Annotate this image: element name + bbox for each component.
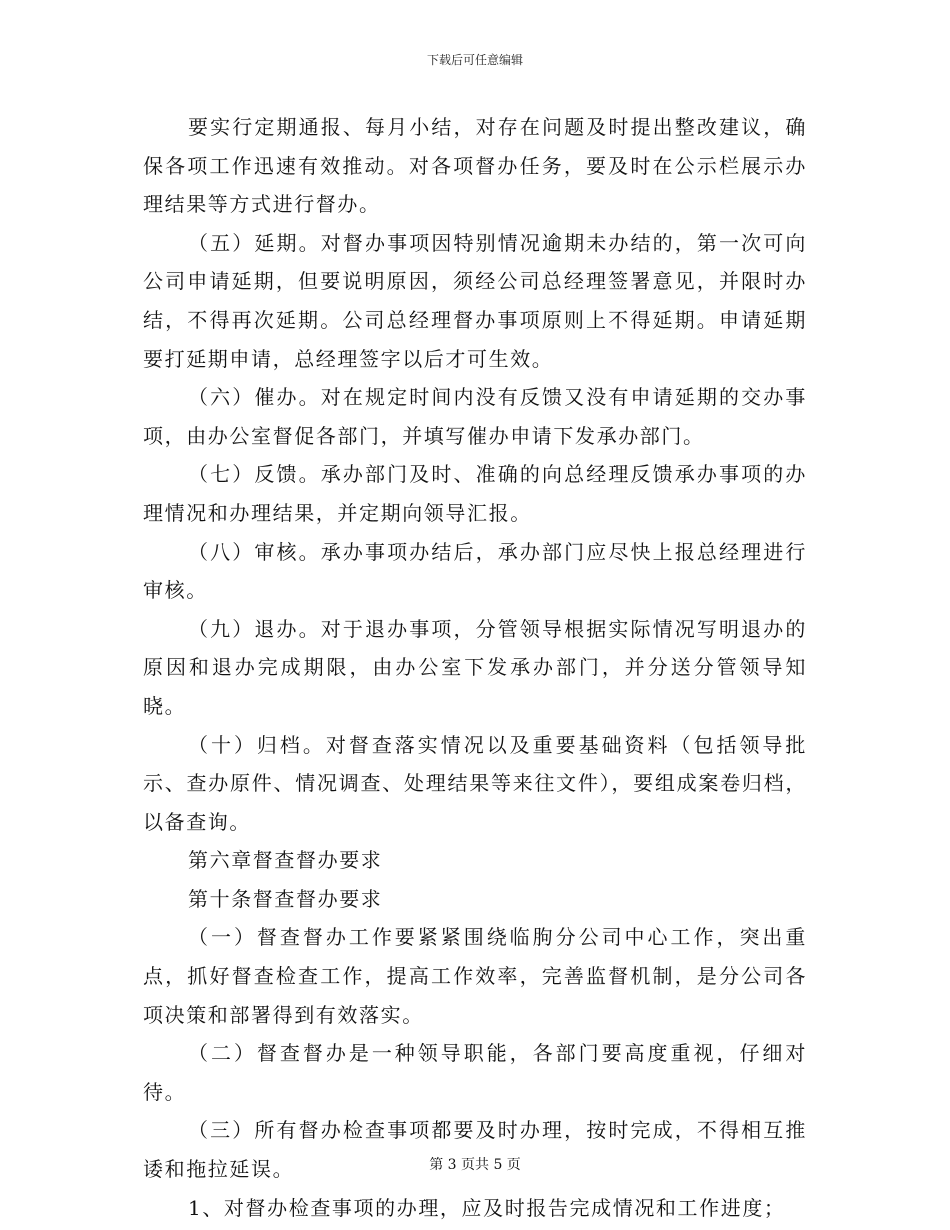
paragraph-reminder: （六）催办。对在规定时间内没有反馈又没有申请延期的交办事项，由办公室督促各部门，并填写催办申请下发承办部门。 [143, 385, 807, 448]
paragraph-list-item-1: 1、对督办检查事项的办理，应及时报告完成情况和工作进度； [188, 1195, 786, 1220]
paragraph-intro-continuation: 要实行定期通报、每月小结，对存在问题及时提出整改建议，确保各项工作迅速有效推动。对各项督办任务，要及时在公示栏展示办理结果等方式进行督办。 [143, 115, 807, 217]
paragraph-return: （九）退办。对于退办事项，分管领导根据实际情况写明退办的原因和退办完成期限，由办公室下发承办部门，并分送分管领导知晓。 [143, 616, 807, 718]
chapter-heading: 第六章督查督办要求 [188, 848, 383, 873]
document-body [143, 108, 807, 1227]
paragraph-extension: （五）延期。对督办事项因特别情况逾期未办结的，第一次可向公司申请延期，但要说明原因，须经公司总经理签署意见，并限时办结，不得再次延期。公司总经理督办事项原则上不得延期。申请延期要打延期申请，总经理签字以后才可生效。 [143, 230, 807, 371]
paragraph-archive: （十）归档。对督查落实情况以及重要基础资料（包括领导批示、查办原件、情况调查、处理结果等来往文件），要组成案卷归档，以备查询。 [143, 732, 807, 834]
page-number: 第 3 页共 5 页 [429, 1157, 521, 1173]
paragraph-requirement-3: （三）所有督办检查事项都要及时办理，按时完成，不得相互推诿和拖拉延误。 [143, 1118, 807, 1182]
paragraph-requirement-2: （二）督查督办是一种领导职能，各部门要高度重视，仔细对待。 [143, 1041, 807, 1104]
page-header-note: 下载后可任意编辑 [426, 53, 523, 67]
paragraph-review: （八）审核。承办事项办结后，承办部门应尽快上报总经理进行审核。 [143, 539, 807, 603]
article-heading: 第十条督查督办要求 [188, 886, 383, 911]
paragraph-feedback: （七）反馈。承办部门及时、准确的向总经理反馈承办事项的办理情况和办理结果，并定期向领导汇报。 [143, 462, 807, 525]
paragraph-requirement-1: （一）督查督办工作要紧紧围绕临朐分公司中心工作，突出重点，抓好督查检查工作，提高工作效率，完善监督机制，是分公司各项决策和部署得到有效落实。 [143, 925, 807, 1027]
